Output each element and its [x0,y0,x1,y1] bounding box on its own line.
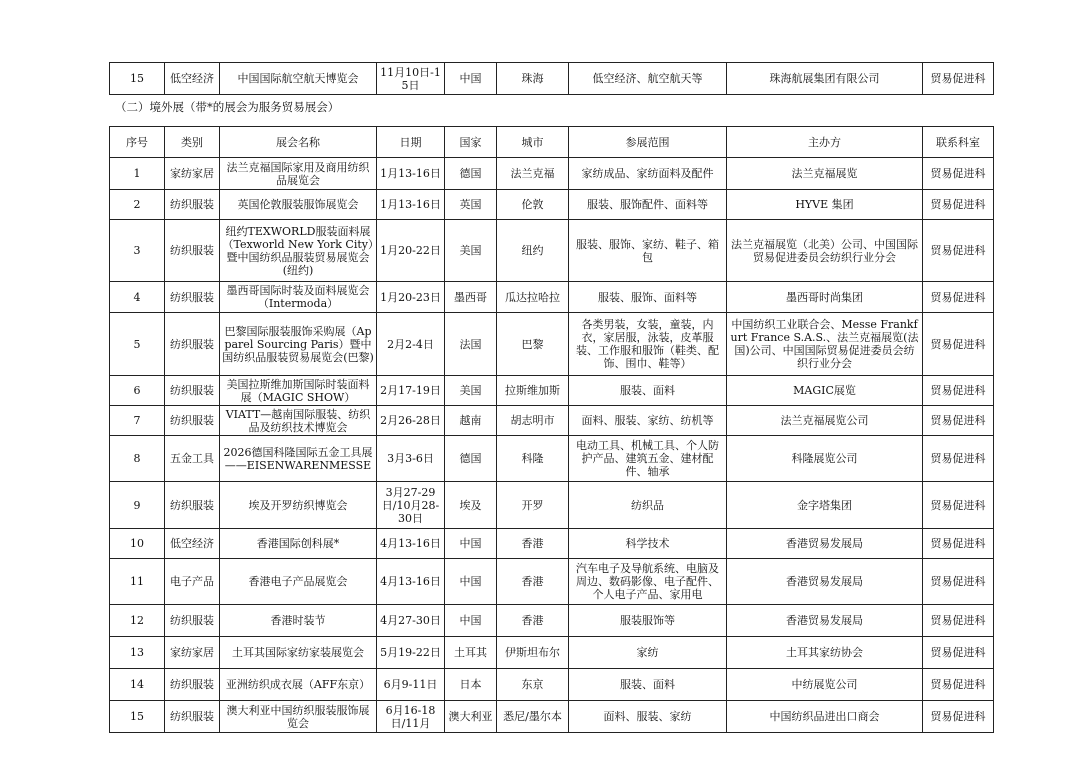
cell-index: 13 [110,637,165,669]
cell-city: 东京 [497,669,569,701]
cell-department: 贸易促进科 [923,282,994,313]
cell-organizer: 香港贸易发展局 [727,605,923,637]
cell-department: 贸易促进科 [923,313,994,376]
cell-index: 10 [110,529,165,559]
cell-index: 11 [110,559,165,605]
cell-city: 法兰克福 [497,158,569,190]
cell-country: 埃及 [445,482,497,529]
cell-exhibition-name: 巴黎国际服装服饰采购展（Apparel Sourcing Paris）暨中国纺织品服装贸易展览会(巴黎) [220,313,377,376]
cell-department: 贸易促进科 [923,482,994,529]
cell-department: 贸易促进科 [923,63,994,95]
table-row [110,637,994,669]
cell-organizer: 香港贸易发展局 [727,559,923,605]
cell-city: 科隆 [497,436,569,482]
cell-scope: 服装、面料 [569,669,727,701]
header-city: 城市 [497,127,569,158]
cell-category: 纺织服装 [165,669,220,701]
cell-index: 2 [110,190,165,220]
cell-organizer: 土耳其家纺协会 [727,637,923,669]
table-row [110,669,994,701]
cell-scope: 服装、服饰配件、面料等 [569,190,727,220]
cell-date: 6月9-11日 [377,669,445,701]
cell-city: 巴黎 [497,313,569,376]
cell-city: 伦敦 [497,190,569,220]
table-row [110,158,994,190]
cell-index: 4 [110,282,165,313]
cell-category: 电子产品 [165,559,220,605]
cell-organizer: HYVE 集团 [727,190,923,220]
cell-department: 贸易促进科 [923,529,994,559]
cell-country: 中国 [445,529,497,559]
cell-department: 贸易促进科 [923,701,994,733]
cell-exhibition-name: 土耳其国际家纺家装展览会 [220,637,377,669]
header-department: 联系科室 [923,127,994,158]
cell-department: 贸易促进科 [923,158,994,190]
cell-category: 低空经济 [165,63,220,95]
cell-exhibition-name: 香港时装节 [220,605,377,637]
cell-scope: 面料、服装、家纺 [569,701,727,733]
cell-category: 纺织服装 [165,482,220,529]
cell-category: 纺织服装 [165,313,220,376]
cell-exhibition-name: 2026德国科隆国际五金工具展——EISENWARENMESSE [220,436,377,482]
cell-category: 家纺家居 [165,637,220,669]
cell-country: 中国 [445,63,497,95]
cell-city: 悉尼/墨尔本 [497,701,569,733]
cell-organizer: 法兰克福展览 [727,158,923,190]
cell-city: 开罗 [497,482,569,529]
cell-date: 4月13-16日 [377,529,445,559]
cell-date: 1月13-16日 [377,190,445,220]
cell-city: 香港 [497,605,569,637]
cell-scope: 家纺成品、家纺面料及配件 [569,158,727,190]
cell-index: 12 [110,605,165,637]
cell-country: 德国 [445,436,497,482]
cell-exhibition-name: 亚洲纺织成衣展（AFF东京） [220,669,377,701]
table-row [110,701,994,733]
cell-exhibition-name: 美国拉斯维加斯国际时装面料展（MAGIC SHOW） [220,376,377,406]
cell-category: 低空经济 [165,529,220,559]
cell-city: 瓜达拉哈拉 [497,282,569,313]
table-row [110,220,994,282]
table-row [110,605,994,637]
cell-exhibition-name: 英国伦敦服装服饰展览会 [220,190,377,220]
cell-category: 纺织服装 [165,406,220,436]
cell-category: 纺织服装 [165,282,220,313]
cell-scope: 纺织品 [569,482,727,529]
cell-department: 贸易促进科 [923,436,994,482]
cell-category: 纺织服装 [165,701,220,733]
cell-exhibition-name: 纽约TEXWORLD服装面料展（Texworld New York City）暨中国纺织品服装贸易展览会(纽约) [220,220,377,282]
cell-exhibition-name: 中国国际航空航天博览会 [220,63,377,95]
cell-department: 贸易促进科 [923,376,994,406]
cell-date: 6月16-18日/11月 [377,701,445,733]
cell-scope: 服装服饰等 [569,605,727,637]
cell-scope: 各类男装，女装，童装，内衣，家居服，泳装，皮革服装、工作服和服饰（鞋类、配饰、围巾、鞋等） [569,313,727,376]
table-row [110,63,994,95]
cell-country: 越南 [445,406,497,436]
cell-category: 五金工具 [165,436,220,482]
table-row [110,559,994,605]
cell-scope: 服装、服饰、面料等 [569,282,727,313]
cell-index: 14 [110,669,165,701]
cell-city: 珠海 [497,63,569,95]
cell-organizer: 金字塔集团 [727,482,923,529]
header-index: 序号 [110,127,165,158]
cell-country: 澳大利亚 [445,701,497,733]
cell-organizer: 珠海航展集团有限公司 [727,63,923,95]
cell-exhibition-name: 香港国际创科展* [220,529,377,559]
cell-country: 日本 [445,669,497,701]
section-heading: （二）境外展（带*的展会为服务贸易展会） [115,100,340,114]
header-row [110,127,994,158]
header-country: 国家 [445,127,497,158]
cell-organizer: 法兰克福展览公司 [727,406,923,436]
cell-department: 贸易促进科 [923,605,994,637]
cell-date: 11月10日-15日 [377,63,445,95]
cell-category: 纺织服装 [165,190,220,220]
cell-index: 6 [110,376,165,406]
cell-country: 中国 [445,559,497,605]
cell-date: 4月13-16日 [377,559,445,605]
cell-city: 拉斯维加斯 [497,376,569,406]
cell-exhibition-name: 香港电子产品展览会 [220,559,377,605]
cell-index: 3 [110,220,165,282]
cell-date: 2月2-4日 [377,313,445,376]
table-row [110,313,994,376]
cell-country: 英国 [445,190,497,220]
cell-exhibition-name: 法兰克福国际家用及商用纺织品展览会 [220,158,377,190]
cell-date: 3月27-29日/10月28-30日 [377,482,445,529]
cell-organizer: 中国纺织品进出口商会 [727,701,923,733]
cell-country: 中国 [445,605,497,637]
cell-scope: 电动工具、机械工具、个人防护产品、建筑五金、建材配件、轴承 [569,436,727,482]
cell-date: 5月19-22日 [377,637,445,669]
cell-country: 土耳其 [445,637,497,669]
cell-scope: 服装、面料 [569,376,727,406]
cell-category: 家纺家居 [165,158,220,190]
cell-scope: 服装、服饰、家纺、鞋子、箱包 [569,220,727,282]
cell-department: 贸易促进科 [923,406,994,436]
table-row [110,190,994,220]
cell-exhibition-name: 澳大利亚中国纺织服装服饰展览会 [220,701,377,733]
cell-exhibition-name: VIATT—越南国际服装、纺织品及纺织技术博览会 [220,406,377,436]
cell-organizer: 法兰克福展览（北美）公司、中国国际贸易促进委员会纺织行业分会 [727,220,923,282]
cell-date: 2月17-19日 [377,376,445,406]
cell-scope: 科学技术 [569,529,727,559]
cell-department: 贸易促进科 [923,559,994,605]
exhibition-table [109,126,994,733]
cell-department: 贸易促进科 [923,669,994,701]
cell-city: 香港 [497,559,569,605]
cell-city: 胡志明市 [497,406,569,436]
cell-exhibition-name: 墨西哥国际时装及面料展览会（Intermoda） [220,282,377,313]
cell-exhibition-name: 埃及开罗纺织博览会 [220,482,377,529]
table-row [110,482,994,529]
header-scope: 参展范围 [569,127,727,158]
table-row [110,529,994,559]
cell-country: 美国 [445,220,497,282]
cell-index: 15 [110,63,165,95]
cell-scope: 低空经济、航空航天等 [569,63,727,95]
cell-city: 香港 [497,529,569,559]
cell-index: 1 [110,158,165,190]
cell-category: 纺织服装 [165,220,220,282]
cell-index: 9 [110,482,165,529]
cell-country: 法国 [445,313,497,376]
table-row [110,282,994,313]
cell-date: 1月20-22日 [377,220,445,282]
cell-country: 墨西哥 [445,282,497,313]
cell-index: 8 [110,436,165,482]
cell-date: 1月13-16日 [377,158,445,190]
cell-organizer: 墨西哥时尚集团 [727,282,923,313]
cell-city: 伊斯坦布尔 [497,637,569,669]
cell-city: 纽约 [497,220,569,282]
cell-scope: 家纺 [569,637,727,669]
cell-date: 3月3-6日 [377,436,445,482]
cell-index: 7 [110,406,165,436]
table-row [110,376,994,406]
cell-date: 1月20-23日 [377,282,445,313]
cell-date: 4月27-30日 [377,605,445,637]
cell-organizer: 中纺展览公司 [727,669,923,701]
header-organizer: 主办方 [727,127,923,158]
cell-scope: 汽车电子及导航系统、电脑及周边、数码影像、电子配件、个人电子产品、家用电 [569,559,727,605]
header-category: 类别 [165,127,220,158]
cell-department: 贸易促进科 [923,220,994,282]
table-row [110,406,994,436]
cell-department: 贸易促进科 [923,190,994,220]
cell-scope: 面料、服装、家纺、纺机等 [569,406,727,436]
top-table [109,62,994,95]
cell-organizer: 中国纺织工业联合会、Messe Frankfurt France S.A.S.、法兰克福展览(法国)公司、中国国际贸易促进委员会纺织行业分会 [727,313,923,376]
cell-category: 纺织服装 [165,605,220,637]
cell-organizer: 香港贸易发展局 [727,529,923,559]
cell-country: 德国 [445,158,497,190]
header-exhibition-name: 展会名称 [220,127,377,158]
cell-index: 5 [110,313,165,376]
table-row [110,436,994,482]
cell-department: 贸易促进科 [923,637,994,669]
cell-organizer: 科隆展览公司 [727,436,923,482]
cell-date: 2月26-28日 [377,406,445,436]
cell-country: 美国 [445,376,497,406]
cell-organizer: MAGIC展览 [727,376,923,406]
cell-index: 15 [110,701,165,733]
header-date: 日期 [377,127,445,158]
cell-category: 纺织服装 [165,376,220,406]
